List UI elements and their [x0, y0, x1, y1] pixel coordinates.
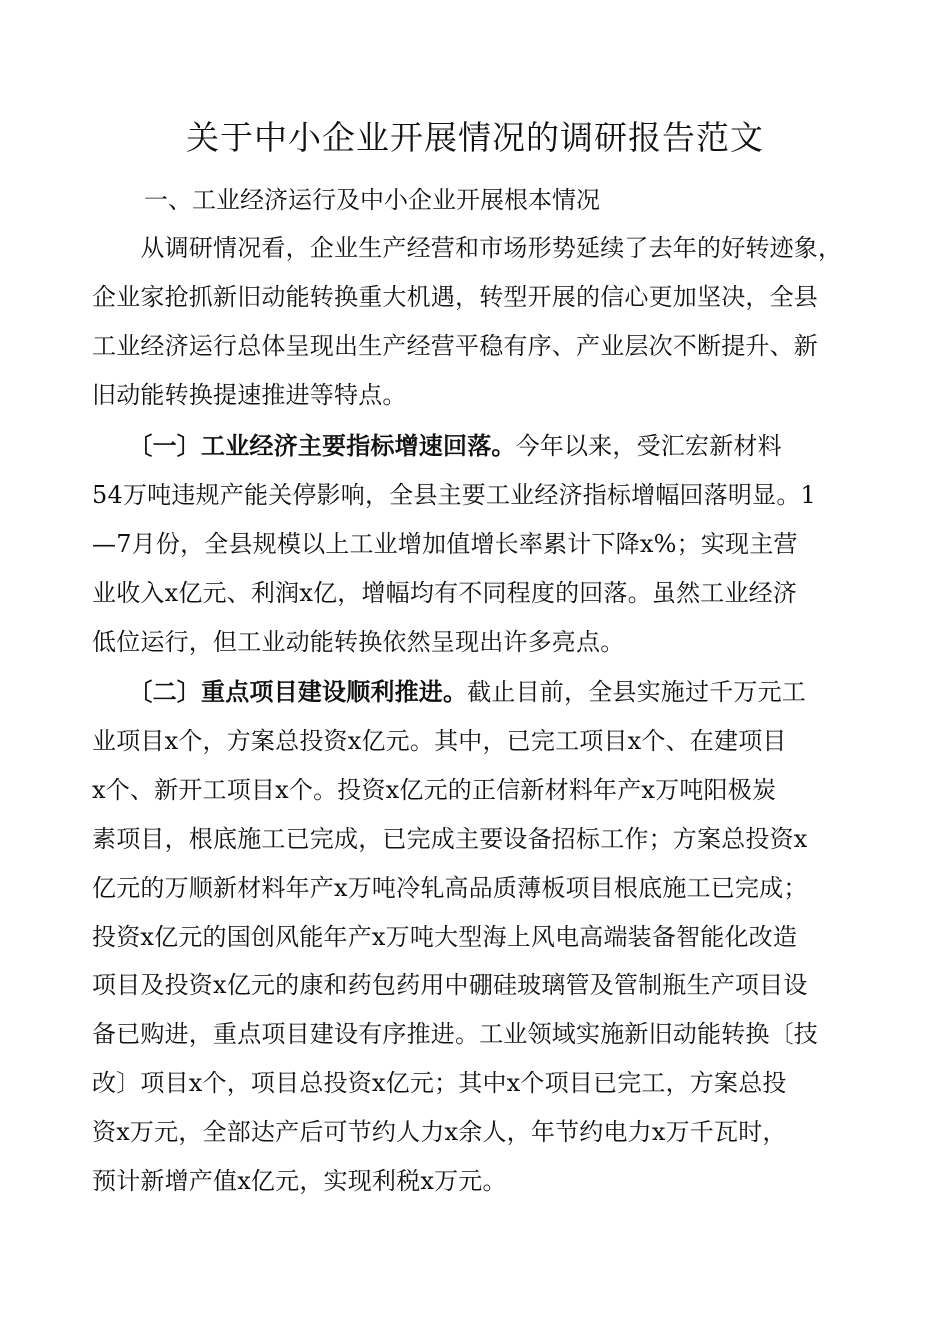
subsection-heading: 〔一〕工业经济主要指标增速回落。	[92, 432, 516, 460]
subsection-heading: 〔二〕重点项目建设顺利推进。	[92, 678, 468, 706]
paragraph-text: 截止目前，全县实施过千万元工	[467, 678, 807, 706]
paragraph-line: 企业家抢抓新旧动能转换重大机遇，转型开展的信心更加坚决，全县	[92, 282, 818, 311]
paragraph-line: 资x万元，全部达产后可节约人力x余人，年节约电力x万千瓦时，	[92, 1118, 787, 1147]
paragraph-line: 低位运行，但工业动能转换依然呈现出许多亮点。	[92, 627, 625, 656]
paragraph-line: 素项目，根底施工已完成，已完成主要设备招标工作；方案总投资x	[92, 824, 808, 853]
paragraph-overview	[92, 224, 862, 420]
paragraph-line: 投资x亿元的国创风能年产x万吨大型海上风电高端装备智能化改造	[92, 922, 798, 951]
paragraph-projects	[92, 668, 862, 1206]
paragraph-line: 备已购进，重点项目建设有序推进。工业领域实施新旧动能转换〔技	[92, 1020, 818, 1049]
paragraph-line: 旧动能转换提速推进等特点。	[92, 380, 407, 409]
paragraph-line: 业项目x个，方案总投资x亿元。其中，已完工项目x个、在建项目	[92, 726, 787, 755]
paragraph-line: 从调研情况看，企业生产经营和市场形势延续了去年的好转迹象，	[92, 234, 843, 262]
paragraph-line: 预计新增产值x亿元，实现利税x万元。	[92, 1167, 507, 1196]
paragraph-line: 改〕项目x个，项目总投资x亿元；其中x个项目已完工，方案总投	[92, 1069, 787, 1098]
section-heading: 一、工业经济运行及中小企业开展根本情况	[144, 186, 600, 214]
paragraph-indicators	[92, 422, 862, 667]
paragraph-line: —7月份，全县规模以上工业增加值增长率累计下降x%；实现主营	[92, 529, 798, 558]
paragraph-text: 今年以来，受汇宏新材料	[515, 432, 782, 460]
paragraph-line: 54万吨违规产能关停影响，全县主要工业经济指标增幅回落明显。1	[92, 480, 817, 509]
paragraph-line: 工业经济运行总体呈现出生产经营平稳有序、产业层次不断提升、新	[92, 331, 818, 360]
paragraph-line: 项目及投资x亿元的康和药包药用中硼硅玻璃管及管制瓶生产项目设	[92, 971, 808, 1000]
paragraph-line	[92, 668, 862, 717]
paragraph-line: 亿元的万顺新材料年产x万吨冷轧高品质薄板项目根底施工已完成；	[92, 873, 808, 902]
paragraph-line: 业收入x亿元、利润x亿，增幅均有不同程度的回落。虽然工业经济	[92, 578, 798, 607]
paragraph-line: x个、新开工项目x个。投资x亿元的正信新材料年产x万吨阳极炭	[92, 775, 777, 804]
paragraph-line	[92, 422, 862, 471]
document-title: 关于中小企业开展情况的调研报告范文	[186, 118, 764, 157]
